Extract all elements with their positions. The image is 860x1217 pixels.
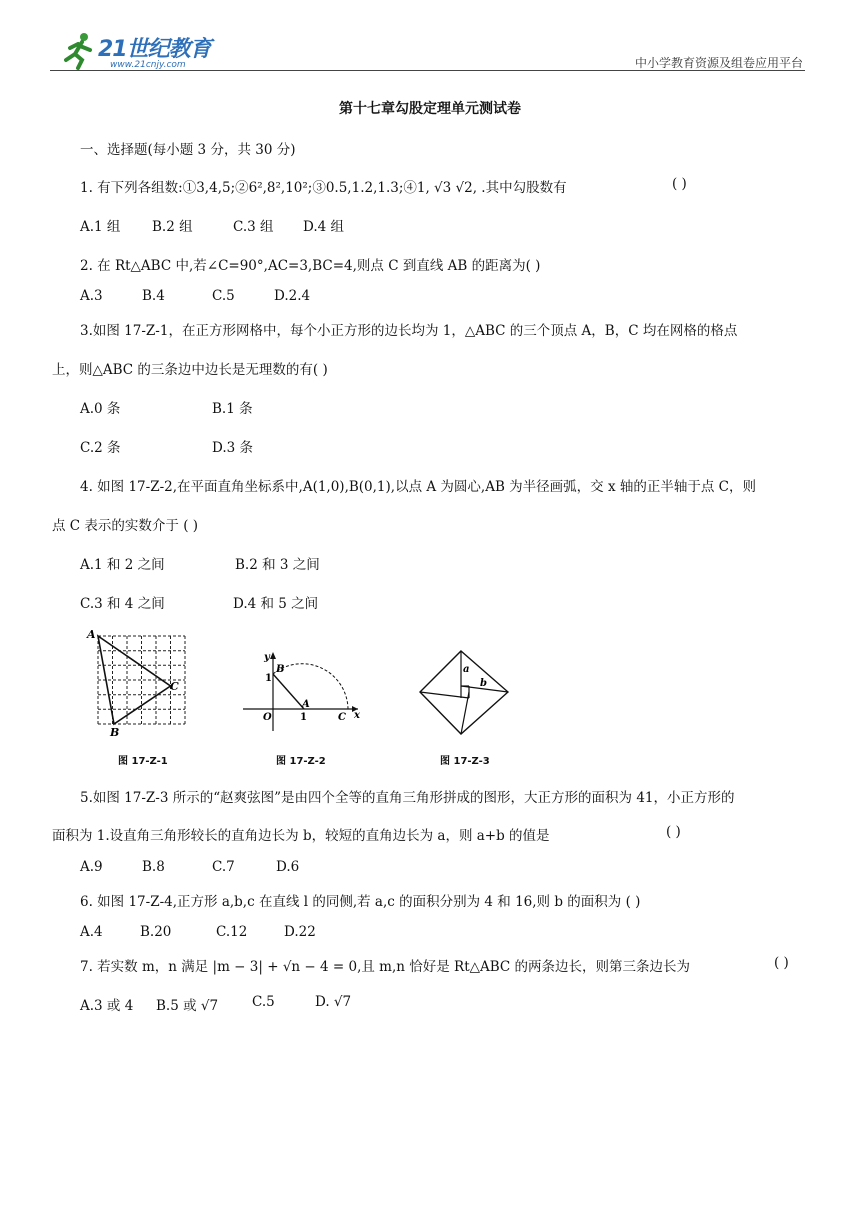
question-7: 7. 若实数 m，n 满足 |m − 3| + √n − 4 = 0,且 m,n 恰好是 Rt△ABC 的两条边长，则第三条边长为 [80,959,691,975]
q2-option-b: B.4 [142,288,165,304]
q1-option-c: C.3 组 [233,219,274,235]
q4-option-b: B.2 和 3 之间 [235,557,320,573]
section-heading: 一、选择题(每小题 3 分，共 30 分) [80,142,296,158]
question-2: 2. 在 Rt△ABC 中,若∠C=90°,AC=3,BC=4,则点 C 到直线 AB 的距离为( ) [80,258,541,274]
fig2-label-1-y: 1 [265,673,272,684]
question-6: 6. 如图 17-Z-4,正方形 a,b,c 在直线 l 的同侧,若 a,c 的面积分别为 4 和 16,则 b 的面积为 ( ) [80,894,641,910]
q7-option-c: C.5 [252,994,275,1010]
q6-option-b: B.20 [140,924,172,940]
q7-option-a: A.3 或 4 [80,998,134,1014]
figure-17-z-1 [86,628,216,738]
question-1-answer-paren: ( ) [672,176,687,192]
question-4-line-1: 4. 如图 17-Z-2,在平面直角坐标系中,A(1,0),B(0,1),以点 A 为圆心,AB 为半径画弧，交 x 轴的正半轴于点 C，则 [80,479,756,495]
q4-option-c: C.3 和 4 之间 [80,596,165,612]
logo-url: www.21cnjy.com [110,60,186,70]
question-1: 1. 有下列各组数:①3,4,5;②6²,8²,10²;③0.5,1.2,1.3;④1, √3 √2, .其中勾股数有 [80,180,567,196]
q5-option-b: B.8 [142,859,165,875]
q4-option-a: A.1 和 2 之间 [80,557,165,573]
page-title: 第十七章勾股定理单元测试卷 [339,101,521,117]
fig3-label-a: a [463,664,470,675]
q5-option-a: A.9 [80,859,103,875]
q6-option-c: C.12 [216,924,248,940]
header-divider [50,70,805,71]
question-4-line-2: 点 C 表示的实数介于 ( ) [52,518,199,534]
runner-logo-icon [60,30,100,70]
page-header [50,28,805,74]
q7-option-b: B.5 或 √7 [156,998,219,1014]
fig2-label-c: C [338,712,346,723]
fig3-label-b: b [480,678,487,689]
platform-name: 中小学教育资源及组卷应用平台 [634,56,803,70]
figure-17-z-3 [418,648,514,738]
q6-option-a: A.4 [80,924,103,940]
q1-option-d: D.4 组 [303,219,345,235]
q3-option-b: B.1 条 [212,401,253,417]
q5-option-d: D.6 [276,859,300,875]
fig1-caption: 图 17-Z-1 [118,756,168,767]
site-logo [60,28,260,74]
fig2-label-a: A [302,699,310,710]
figure-17-z-2 [238,646,368,736]
fig2-caption: 图 17-Z-2 [276,756,326,767]
question-5-line-1: 5.如图 17-Z-3 所示的“赵爽弦图”是由四个全等的直角三角形拼成的图形，大正方形的面积为 41，小正方形的 [80,790,735,806]
fig2-label-1-x: 1 [300,712,307,723]
q3-option-a: A.0 条 [80,401,121,417]
fig2-label-x: x [354,710,360,721]
q6-option-d: D.22 [284,924,316,940]
fig1-label-c: C [170,680,179,693]
q3-option-c: C.2 条 [80,440,121,456]
q1-option-a: A.1 组 [80,219,121,235]
logo-text: 21世纪教育 [98,37,211,62]
q2-option-a: A.3 [80,288,103,304]
question-7-answer-paren: ( ) [774,955,789,971]
q5-option-c: C.7 [212,859,235,875]
question-5-answer-paren: ( ) [666,824,681,840]
q7-option-d: D. √7 [315,994,352,1010]
fig2-label-y: y [264,652,270,663]
question-5-line-2: 面积为 1.设直角三角形较长的直角边长为 b，较短的直角边长为 a，则 a+b 的值是 [52,828,550,844]
fig2-label-b: B [276,664,285,675]
q4-option-d: D.4 和 5 之间 [233,596,319,612]
fig3-caption: 图 17-Z-3 [440,756,490,767]
q2-option-d: D.2.4 [274,288,311,304]
q2-option-c: C.5 [212,288,235,304]
fig2-label-o: O [263,712,272,723]
fig1-label-a: A [87,628,96,641]
q1-option-b: B.2 组 [152,219,193,235]
question-3-line-1: 3.如图 17-Z-1，在正方形网格中，每个小正方形的边长均为 1，△ABC 的三个顶点 A，B，C 均在网格的格点 [80,323,738,339]
fig1-label-b: B [110,726,120,738]
question-3-line-2: 上，则△ABC 的三条边中边长是无理数的有( ) [52,362,328,378]
q3-option-d: D.3 条 [212,440,254,456]
